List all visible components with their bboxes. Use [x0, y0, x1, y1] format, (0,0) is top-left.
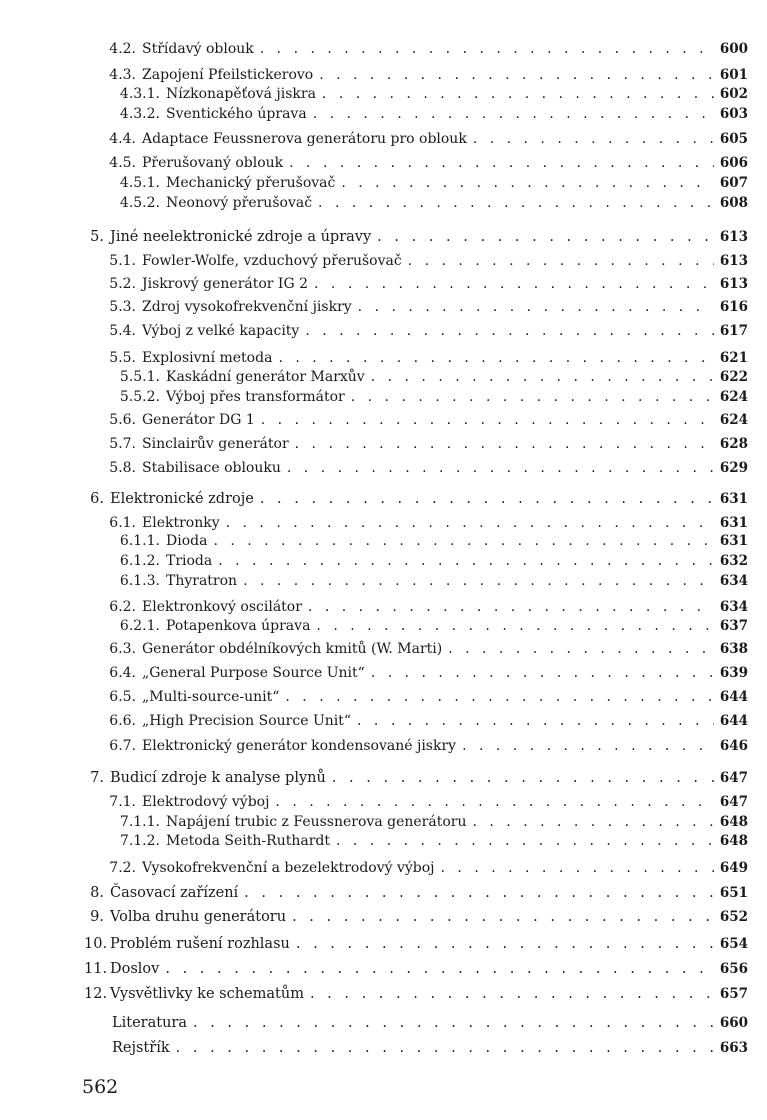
- dot-leader: [377, 229, 714, 246]
- dot-leader: [371, 369, 714, 386]
- toc-entry: [118, 615, 748, 635]
- toc-entry: [118, 830, 748, 850]
- dot-leader: [472, 814, 713, 831]
- dot-leader: [473, 131, 714, 148]
- toc-entry-title: Neonový přerušovač: [166, 195, 313, 211]
- toc-entry-number: 6.7.: [109, 738, 136, 754]
- toc-entry-page: 621: [719, 350, 748, 366]
- toc-entry: [106, 457, 748, 477]
- toc-entry-page: 663: [719, 1040, 748, 1056]
- dot-leader: [319, 67, 714, 84]
- toc-entry-page: 613: [719, 276, 748, 292]
- toc-entry-title: Nízkonapěťová jiskra: [166, 86, 316, 102]
- toc-entry: [118, 530, 748, 550]
- toc-entry: [106, 710, 748, 730]
- toc-entry-number: 6.1.2.: [119, 553, 160, 569]
- dot-leader: [176, 1040, 714, 1057]
- toc-entry-page: 631: [719, 533, 748, 549]
- toc-entry-page: 624: [719, 389, 748, 405]
- toc-entry-number: 4.5.: [109, 155, 136, 171]
- toc-entry: [106, 273, 748, 293]
- toc-entry-title: Explosivní metoda: [142, 350, 273, 366]
- toc-entry-number: 5.5.2.: [119, 389, 160, 405]
- dot-leader: [218, 553, 714, 570]
- toc-entry-page: 608: [719, 195, 748, 211]
- toc-entry-title: Výboj přes transformátor: [166, 389, 345, 405]
- toc-entry-page: 624: [719, 412, 748, 428]
- toc-entry-page: 648: [719, 833, 748, 849]
- toc-entry-title: Vysvětlivky ke schematům: [110, 986, 304, 1002]
- toc-entry-page: 600: [719, 41, 748, 57]
- toc-entry: [118, 192, 748, 212]
- toc-entry: [118, 172, 748, 192]
- toc-entry-page: 629: [719, 460, 748, 476]
- dot-leader: [341, 175, 713, 192]
- toc-entry-number: 6.3.: [109, 641, 136, 657]
- toc-entry-title: Elektronické zdroje: [110, 491, 254, 507]
- toc-entry-page: 613: [719, 253, 748, 269]
- toc-entry: [118, 83, 748, 103]
- dot-leader: [314, 276, 714, 293]
- dot-leader: [260, 41, 714, 58]
- toc-entry: [106, 433, 748, 453]
- dot-leader: [244, 885, 714, 902]
- dot-leader: [357, 713, 714, 730]
- toc-entry-number: 6.1.1.: [119, 533, 160, 549]
- toc-entry: [106, 152, 748, 172]
- toc-entry-title: Metoda Seith-Ruthardt: [166, 833, 330, 849]
- toc-entry-number: 4.3.1.: [119, 86, 160, 102]
- toc-entry-number: 6.4.: [109, 665, 136, 681]
- toc-entry-title: Mechanický přerušovač: [166, 175, 336, 191]
- toc-entry-title: „General Purpose Source Unit“: [142, 665, 365, 681]
- toc-entry-number: 7.1.2.: [119, 833, 160, 849]
- toc-entry: [84, 226, 748, 246]
- toc-entry-number: 5.6.: [109, 412, 136, 428]
- toc-entry-page: 607: [719, 175, 748, 191]
- toc-entry-number: 4.5.2.: [119, 195, 160, 211]
- toc-entry-page: 654: [719, 936, 748, 952]
- toc-entry-number: 4.3.2.: [119, 106, 160, 122]
- dot-leader: [408, 253, 714, 270]
- toc-entry-page: 656: [719, 961, 748, 977]
- toc-entry-page: 634: [719, 599, 748, 615]
- toc-entry-page: 605: [719, 131, 748, 147]
- toc-entry: [84, 933, 748, 953]
- toc-entry-title: Zdroj vysokofrekvenční jiskry: [142, 299, 352, 315]
- toc-entry-number: 9.: [90, 909, 104, 925]
- toc-entry-page: 657: [719, 986, 748, 1002]
- toc-entry-title: Elektrodový výboj: [142, 794, 270, 810]
- toc-entry-page: 617: [719, 323, 748, 339]
- toc-entry-number: 7.2.: [109, 860, 136, 876]
- toc-entry-number: 6.5.: [109, 689, 136, 705]
- dot-leader: [462, 738, 714, 755]
- toc-entry-number: 5.4.: [109, 323, 136, 339]
- dot-leader: [275, 794, 713, 811]
- toc-entry-title: Generátor DG 1: [142, 412, 255, 428]
- toc-entry-page: 622: [719, 369, 748, 385]
- toc-entry-number: 4.2.: [109, 41, 136, 57]
- toc-entry: [106, 638, 748, 658]
- toc-entry: [106, 735, 748, 755]
- dot-leader: [193, 1015, 714, 1032]
- toc-entry: [106, 791, 748, 811]
- toc-entry-title: Dioda: [166, 533, 208, 549]
- toc-entry-page: 646: [719, 738, 748, 754]
- toc-entry: [106, 296, 748, 316]
- toc-entry: [84, 906, 748, 926]
- toc-entry: [84, 983, 748, 1003]
- toc-entry-number: 5.7.: [109, 436, 136, 452]
- toc-entry-number: 7.1.: [109, 794, 136, 810]
- toc-entry-page: 603: [719, 106, 748, 122]
- toc-entry-title: Fowler-Wolfe, vzduchový přerušovač: [142, 253, 402, 269]
- toc-entry: [106, 38, 748, 58]
- toc-entry-title: Vysokofrekvenční a bezelektrodový výboj: [142, 860, 435, 876]
- toc-entry: [106, 409, 748, 429]
- toc-entry-title: Střídavý oblouk: [142, 41, 254, 57]
- dot-leader: [296, 936, 714, 953]
- toc-entry-title: Budicí zdroje k analyse plynů: [110, 770, 326, 786]
- dot-leader: [292, 909, 714, 926]
- toc-entry-number: 12.: [84, 986, 108, 1002]
- toc-entry-page: 648: [719, 814, 748, 830]
- toc-entry-number: 7.1.1.: [119, 814, 160, 830]
- toc-entry-number: 5.1.: [109, 253, 136, 269]
- toc-entry-title: Elektronkový oscilátor: [142, 599, 302, 615]
- toc-entry-title: Jiskrový generátor IG 2: [142, 276, 309, 292]
- toc-entry: [106, 64, 748, 84]
- toc-entry: [84, 488, 748, 508]
- toc-entry-title: Problém rušení rozhlasu: [110, 936, 290, 952]
- toc-entry: [84, 767, 748, 787]
- toc-entry-page: 616: [719, 299, 748, 315]
- toc-entry-page: 606: [719, 155, 748, 171]
- toc-entry-page: 644: [719, 689, 748, 705]
- dot-leader: [313, 106, 714, 123]
- toc-entry-number: 4.4.: [109, 131, 136, 147]
- toc-entry: [118, 103, 748, 123]
- toc-entry-number: 6.1.: [109, 515, 136, 531]
- toc-entry: [112, 1012, 748, 1032]
- toc-entry-title: Výboj z velké kapacity: [142, 323, 300, 339]
- toc-entry-page: 631: [719, 515, 748, 531]
- dot-leader: [351, 389, 714, 406]
- dot-leader: [278, 350, 713, 367]
- toc-entry: [118, 811, 748, 831]
- toc-entry-title: Stabilisace oblouku: [142, 460, 281, 476]
- toc-entry-page: 644: [719, 713, 748, 729]
- dot-leader: [261, 412, 714, 429]
- toc-entry-page: 632: [719, 553, 748, 569]
- dot-leader: [316, 618, 713, 635]
- toc-entry-title: Rejstřík: [112, 1040, 170, 1056]
- dot-leader: [441, 860, 714, 877]
- toc-entry: [112, 1037, 748, 1057]
- toc-entry-number: 5.3.: [109, 299, 136, 315]
- toc-entry: [106, 686, 748, 706]
- toc-entry: [118, 386, 748, 406]
- toc-entry-page: 601: [719, 67, 748, 83]
- dot-leader: [305, 323, 713, 340]
- toc-entry-page: 649: [719, 860, 748, 876]
- dot-leader: [295, 436, 714, 453]
- toc-entry-number: 6.1.3.: [119, 573, 160, 589]
- toc-entry-title: Volba druhu generátoru: [110, 909, 287, 925]
- toc-entry-title: Přerušovaný oblouk: [142, 155, 284, 171]
- toc-entry: [106, 596, 748, 616]
- toc-entry-number: 5.5.1.: [119, 369, 160, 385]
- toc-entry: [106, 347, 748, 367]
- toc-entry-page: 634: [719, 573, 748, 589]
- toc-entry: [106, 320, 748, 340]
- toc-entry-title: Generátor obdélníkových kmitů (W. Marti): [142, 641, 443, 657]
- toc-entry: [106, 857, 748, 877]
- toc-entry-title: „High Precision Source Unit“: [142, 713, 352, 729]
- footer-page-number: 562: [82, 1076, 119, 1098]
- toc-entry-number: 6.2.1.: [119, 618, 160, 634]
- toc-entry: [106, 250, 748, 270]
- toc-entry-number: 5.2.: [109, 276, 136, 292]
- toc-entry-title: Sinclairův generátor: [142, 436, 289, 452]
- toc-entry-title: „Multi-source-unit“: [142, 689, 280, 705]
- toc-entry-title: Potapenkova úprava: [166, 618, 311, 634]
- toc-entry-page: 652: [719, 909, 748, 925]
- toc-entry-number: 4.3.: [109, 67, 136, 83]
- toc-entry-title: Zapojení Pfeilstickerovo: [142, 67, 314, 83]
- toc-entry-number: 8.: [90, 885, 104, 901]
- toc-entry-title: Kaskádní generátor Marxův: [166, 369, 365, 385]
- toc-entry: [106, 662, 748, 682]
- dot-leader: [310, 986, 714, 1003]
- toc-entry-title: Elektronky: [142, 515, 220, 531]
- toc-entry-title: Thyratron: [166, 573, 238, 589]
- toc-entry-page: 647: [719, 770, 748, 786]
- dot-leader: [260, 491, 714, 508]
- toc-entry-title: Doslov: [110, 961, 160, 977]
- toc-entry: [84, 958, 748, 978]
- toc-entry: [118, 366, 748, 386]
- toc-entry-number: 6.2.: [109, 599, 136, 615]
- dot-leader: [165, 961, 713, 978]
- toc-entry-page: 638: [719, 641, 748, 657]
- dot-leader: [371, 665, 714, 682]
- dot-leader: [358, 299, 714, 316]
- toc-entry-page: 647: [719, 794, 748, 810]
- toc-entry-title: Časovací zařízení: [110, 885, 239, 901]
- dot-leader: [289, 155, 714, 172]
- toc-entry-page: 637: [719, 618, 748, 634]
- toc-entry-number: 5.5.: [109, 350, 136, 366]
- dot-leader: [448, 641, 714, 658]
- toc-entry-title: Trioda: [166, 553, 213, 569]
- dot-leader: [318, 195, 714, 212]
- toc-entry: [118, 570, 748, 590]
- dot-leader: [332, 770, 714, 787]
- toc-entry-number: 6.: [90, 491, 104, 507]
- toc-entry-number: 5.: [90, 229, 104, 245]
- toc-entry-page: 602: [719, 86, 748, 102]
- toc-entry-number: 4.5.1.: [119, 175, 160, 191]
- toc-entry-number: 6.6.: [109, 713, 136, 729]
- toc-entry-number: 7.: [90, 770, 104, 786]
- dot-leader: [336, 833, 714, 850]
- dot-leader: [243, 573, 714, 590]
- toc-entry: [118, 550, 748, 570]
- dot-leader: [322, 86, 714, 103]
- toc-entry-title: Elektronický generátor kondensované jiskry: [142, 738, 457, 754]
- toc-entry-title: Sventického úprava: [166, 106, 307, 122]
- dot-leader: [308, 599, 714, 616]
- toc-entry-number: 5.8.: [109, 460, 136, 476]
- toc-entry-title: Napájení trubic z Feussnerova generátoru: [166, 814, 467, 830]
- toc-entry-page: 631: [719, 491, 748, 507]
- toc-entry-page: 651: [719, 885, 748, 901]
- toc-entry-page: 613: [719, 229, 748, 245]
- dot-leader: [285, 689, 713, 706]
- toc-entry-page: 639: [719, 665, 748, 681]
- toc-entry-title: Adaptace Feussnerova generátoru pro oblouk: [142, 131, 467, 147]
- toc-entry-number: 10.: [84, 936, 108, 952]
- toc-entry-page: 660: [719, 1015, 748, 1031]
- toc-entry: [106, 512, 748, 532]
- toc-entry: [106, 128, 748, 148]
- toc-entry-page: 628: [719, 436, 748, 452]
- toc-entry-title: Literatura: [112, 1015, 187, 1031]
- dot-leader: [213, 533, 713, 550]
- toc-entry: [84, 882, 748, 902]
- toc-entry-title: Jiné neelektronické zdroje a úpravy: [110, 229, 372, 245]
- dot-leader: [287, 460, 714, 477]
- toc-entry-number: 11.: [84, 961, 108, 977]
